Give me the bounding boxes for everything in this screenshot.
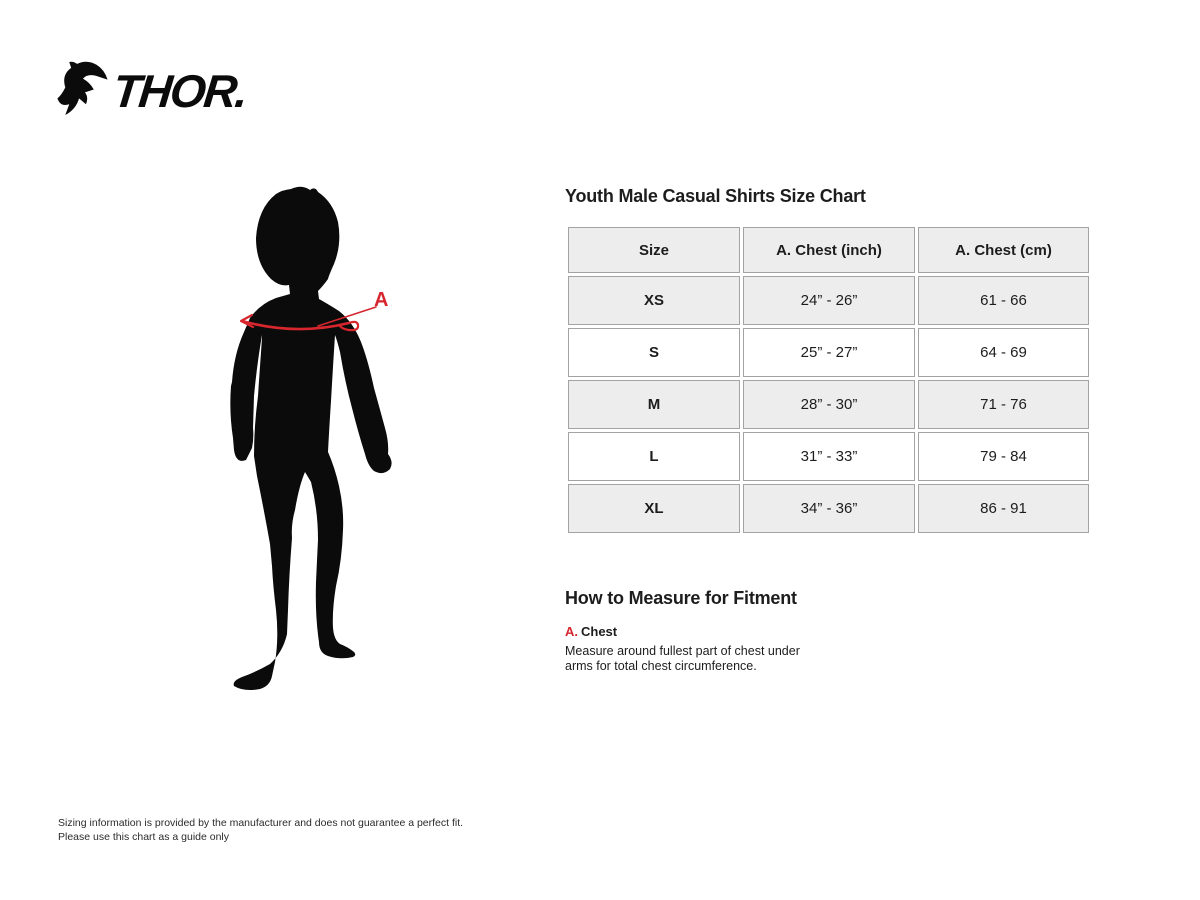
size-cell: S [568,328,740,377]
chest-inch-cell: 24” - 26” [743,276,915,325]
size-cell: L [568,432,740,481]
chest-inch-cell: 28” - 30” [743,380,915,429]
measure-item-chest [565,624,845,639]
chest-inch-cell: 31” - 33” [743,432,915,481]
chest-cm-cell: 86 - 91 [918,484,1089,533]
size-cell: M [568,380,740,429]
chest-cm-cell: 71 - 76 [918,380,1089,429]
thor-logo-text: THOR. [110,64,249,117]
how-to-measure-section [565,588,845,675]
table-row-xs [568,276,1089,325]
fit-diagram [228,186,398,696]
table-row-l [568,432,1089,481]
fit-diagram-svg [228,186,398,696]
chest-cm-cell: 61 - 66 [918,276,1089,325]
column-header-chest-inch: A. Chest (inch) [743,227,915,273]
chest-cm-cell: 79 - 84 [918,432,1089,481]
table-row-xl [568,484,1089,533]
footnote-line-2: Please use this chart as a guide only [58,830,230,843]
header-row [568,227,1089,273]
thor-logo-icon [56,60,108,117]
size-chart-table [565,224,1092,536]
size-cell: XS [568,276,740,325]
measure-item-key: A. [565,624,578,639]
size-chart-section [565,186,1092,536]
chest-inch-cell: 34” - 36” [743,484,915,533]
size-chart-title: Youth Male Casual Shirts Size Chart [565,186,866,206]
size-cell: XL [568,484,740,533]
thor-logo [56,60,249,117]
measure-item-name: Chest [581,624,618,639]
chest-label-a: A [374,289,389,311]
chest-inch-cell: 25” - 27” [743,328,915,377]
chest-cm-cell: 64 - 69 [918,328,1089,377]
table-row-m [568,380,1089,429]
how-to-measure-title: How to Measure for Fitment [565,588,797,608]
footnote [58,817,463,844]
table-row-s [568,328,1089,377]
boy-silhouette [230,187,391,690]
measure-item-description: Measure around fullest part of chest under arms for total chest circumference. [565,644,800,674]
column-header-size: Size [568,227,740,273]
column-header-chest-cm: A. Chest (cm) [918,227,1089,273]
footnote-line-1: Sizing information is provided by the manufacturer and does not guarantee a perfect fit. [58,817,464,829]
